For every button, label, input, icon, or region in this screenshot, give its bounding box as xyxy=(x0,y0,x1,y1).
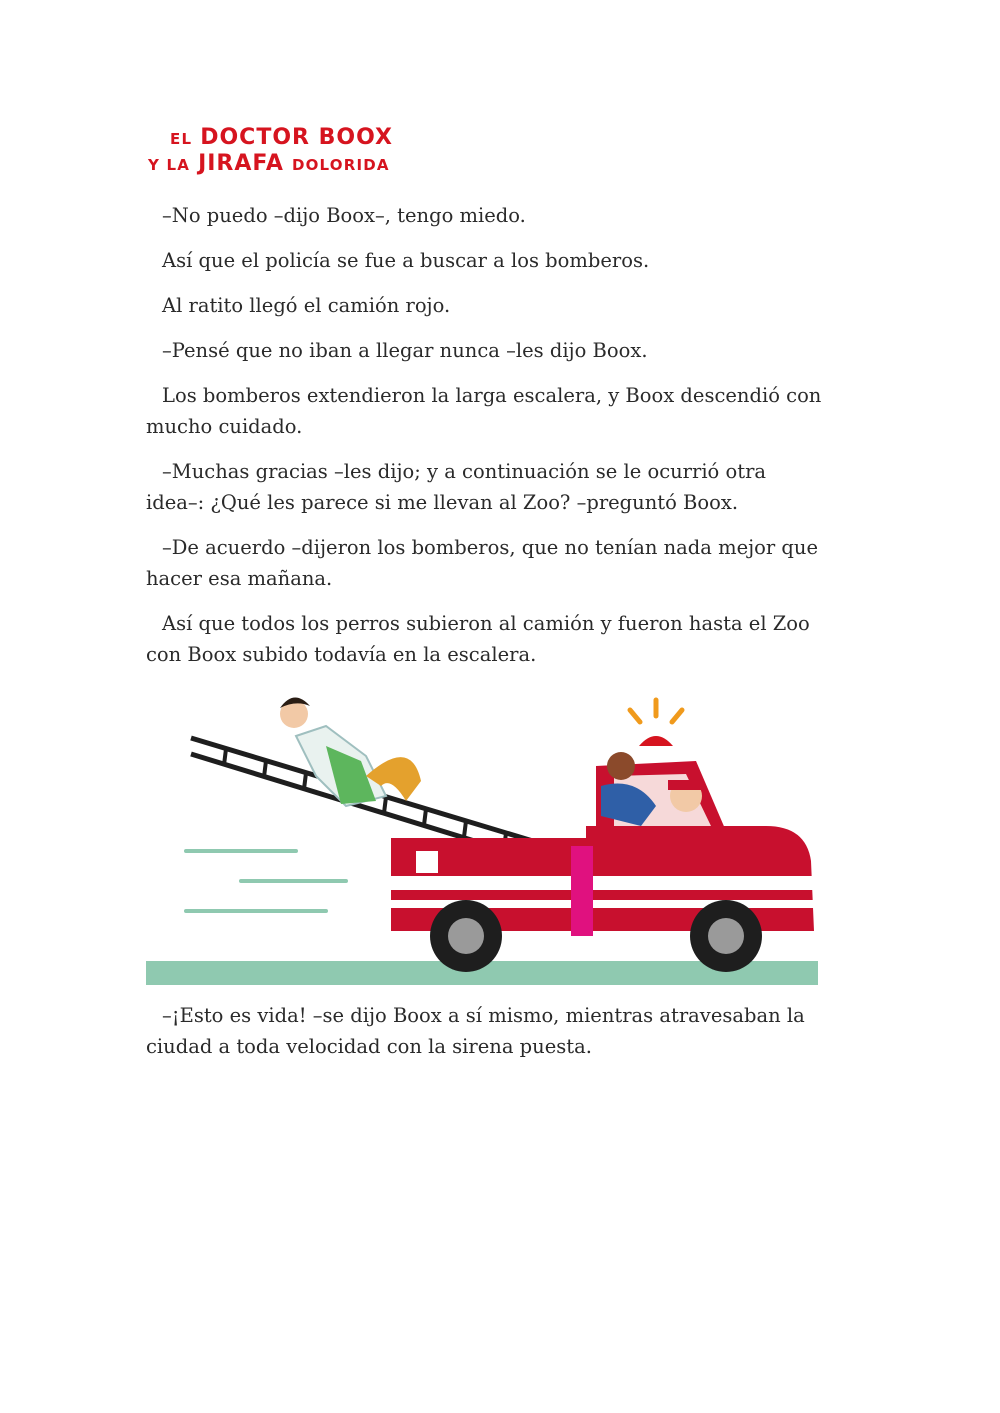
paragraph: Así que el policía se fue a buscar a los bomberos. xyxy=(162,249,650,272)
title-jirafa: JIRAFA xyxy=(198,151,284,176)
title-dolorida: DOLORIDA xyxy=(291,156,390,174)
paragraph: Los bomberos extendieron la larga escalera, y Boox descendió con mucho cuidado. xyxy=(146,384,822,438)
siren-rays xyxy=(630,700,682,722)
title-line-2 xyxy=(148,153,393,175)
closing-text xyxy=(146,1000,826,1076)
fire-truck-illustration xyxy=(146,686,818,991)
paragraph: Así que todos los perros subieron al camión y fueron hasta el Zoo con Boox subido todavía en la escalera. xyxy=(146,612,810,666)
paragraph: –Pensé que no iban a llegar nunca –les dijo Boox. xyxy=(162,339,648,362)
front-wheel xyxy=(690,900,762,972)
title-doctor-boox: DOCTOR BOOX xyxy=(200,125,393,150)
speed-lines xyxy=(186,851,346,911)
title-line-1 xyxy=(170,127,393,149)
paragraph: –De acuerdo –dijeron los bomberos, que no tenían nada mejor que hacer esa mañana. xyxy=(146,536,819,590)
paragraph: Al ratito llegó el camión rojo. xyxy=(162,294,451,317)
rear-wheel xyxy=(430,900,502,972)
siren-icon xyxy=(639,736,673,746)
paragraph: –¡Esto es vida! –se dijo Boox a sí mismo, mientras atravesaban la ciudad a toda velocidad con la sirena puesta. xyxy=(146,1004,805,1058)
story-text xyxy=(146,200,826,684)
paragraph: –Muchas gracias –les dijo; y a continuación se le ocurrió otra idea–: ¿Qué les parece si me llevan al Zoo? –preguntó Boox. xyxy=(146,460,767,514)
title-word-y-la: Y LA xyxy=(148,156,191,174)
story-title xyxy=(148,127,393,175)
title-word-el: EL xyxy=(170,130,193,148)
paragraph: –No puedo –dijo Boox–, tengo miedo. xyxy=(162,204,526,227)
